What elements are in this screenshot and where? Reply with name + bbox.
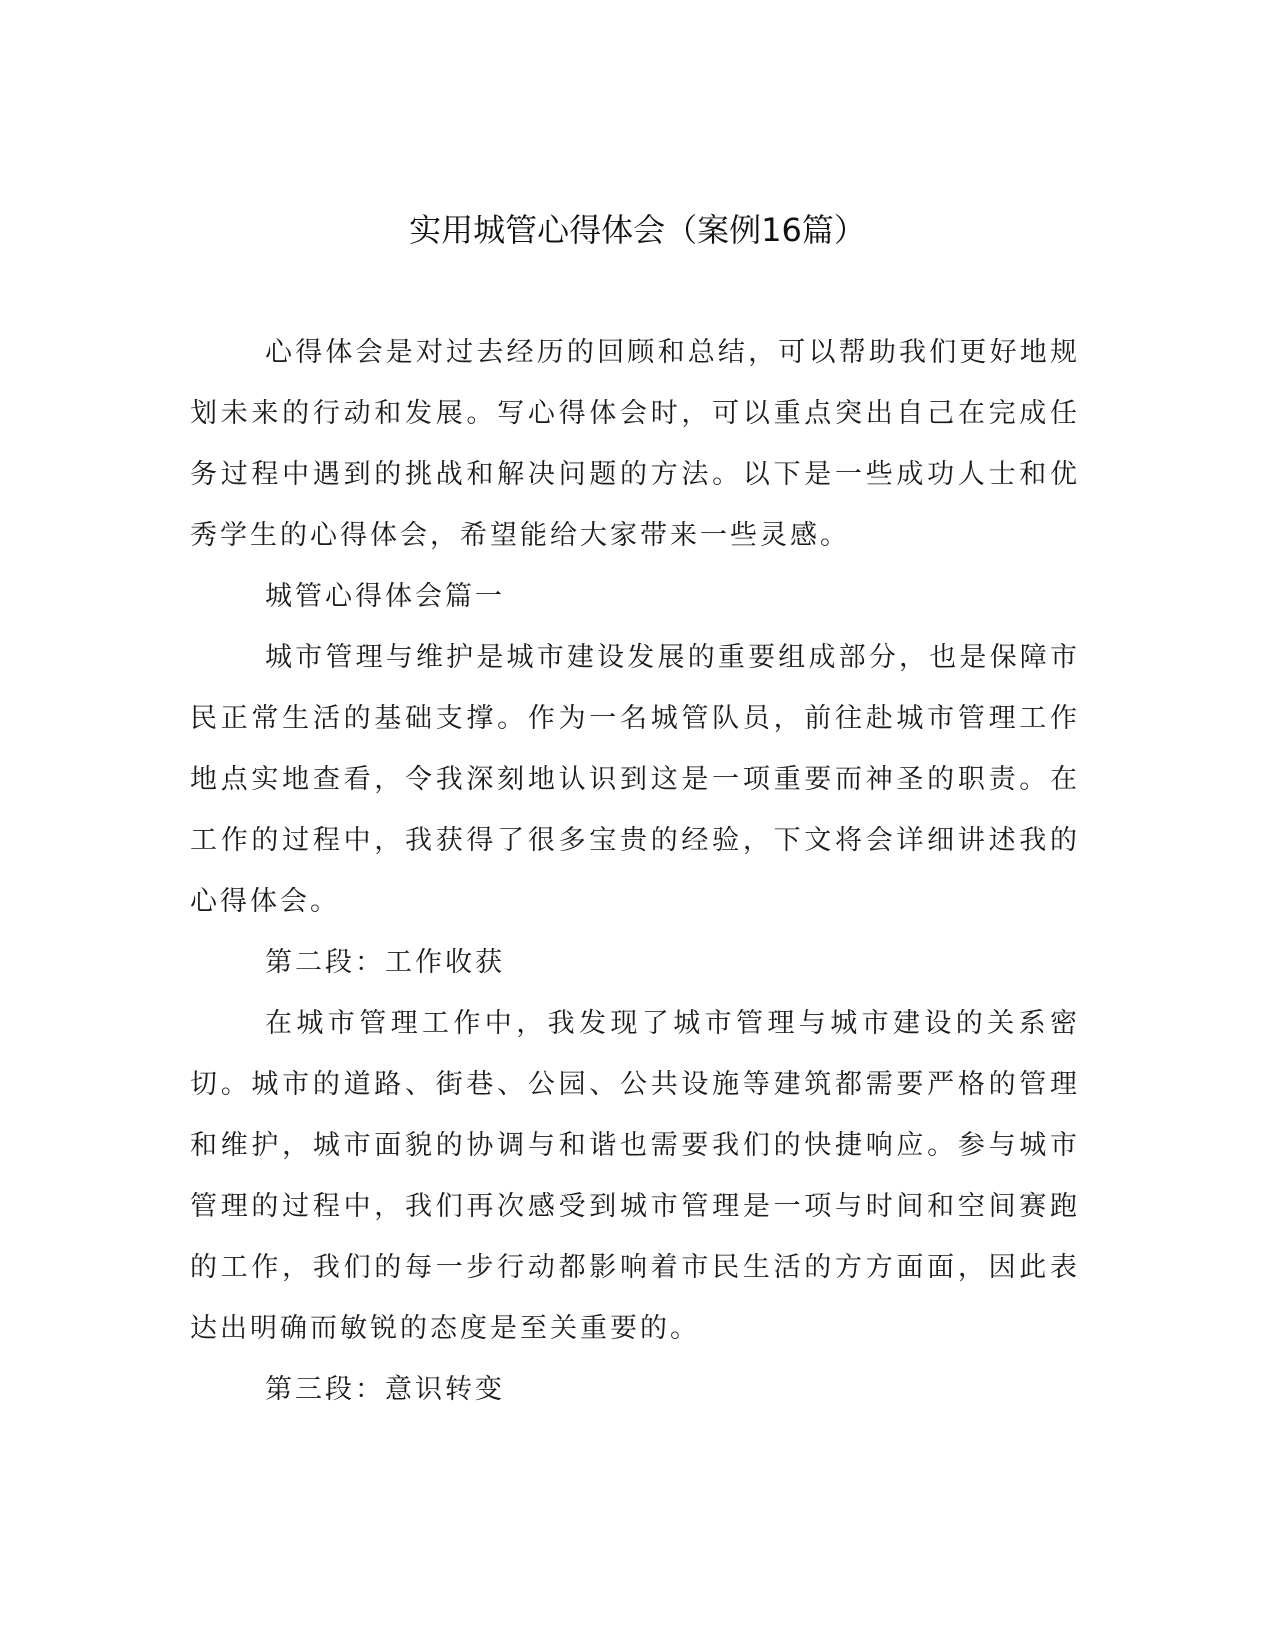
section-1-title: 城管心得体会篇一 (265, 581, 505, 612)
section-2-heading: 第二段：工作收获 (265, 947, 505, 978)
section-1-paragraph: 城市管理与维护是城市建设发展的重要组成部分，也是保障市民正常生活的基础支撑。作为一名城管队员，前往赴城市管理工作地点实地查看，令我深刻地认识到这是一项重要而神圣的职责。在工作的过程中，我获得了很多宝贵的经验，下文将会详细讲述我的心得体会。 (190, 642, 1080, 917)
document-body (190, 322, 1080, 1420)
document-title: 实用城管心得体会（案例16篇） (409, 211, 866, 249)
section-2-paragraph: 在城市管理工作中，我发现了城市管理与城市建设的关系密切。城市的道路、街巷、公园、公共设施等建筑都需要严格的管理和维护，城市面貌的协调与和谐也需要我们的快捷响应。参与城市管理的过程中，我们再次感受到城市管理是一项与时间和空间赛跑的工作，我们的每一步行动都影响着市民生活的方方面面，因此表达出明确而敏锐的态度是至关重要的。 (190, 1008, 1080, 1344)
intro-paragraph: 心得体会是对过去经历的回顾和总结，可以帮助我们更好地规划未来的行动和发展。写心得体会时，可以重点突出自己在完成任务过程中遇到的挑战和解决问题的方法。以下是一些成功人士和优秀学生的心得体会，希望能给大家带来一些灵感。 (190, 337, 1080, 551)
section-3-heading: 第三段：意识转变 (265, 1374, 505, 1405)
